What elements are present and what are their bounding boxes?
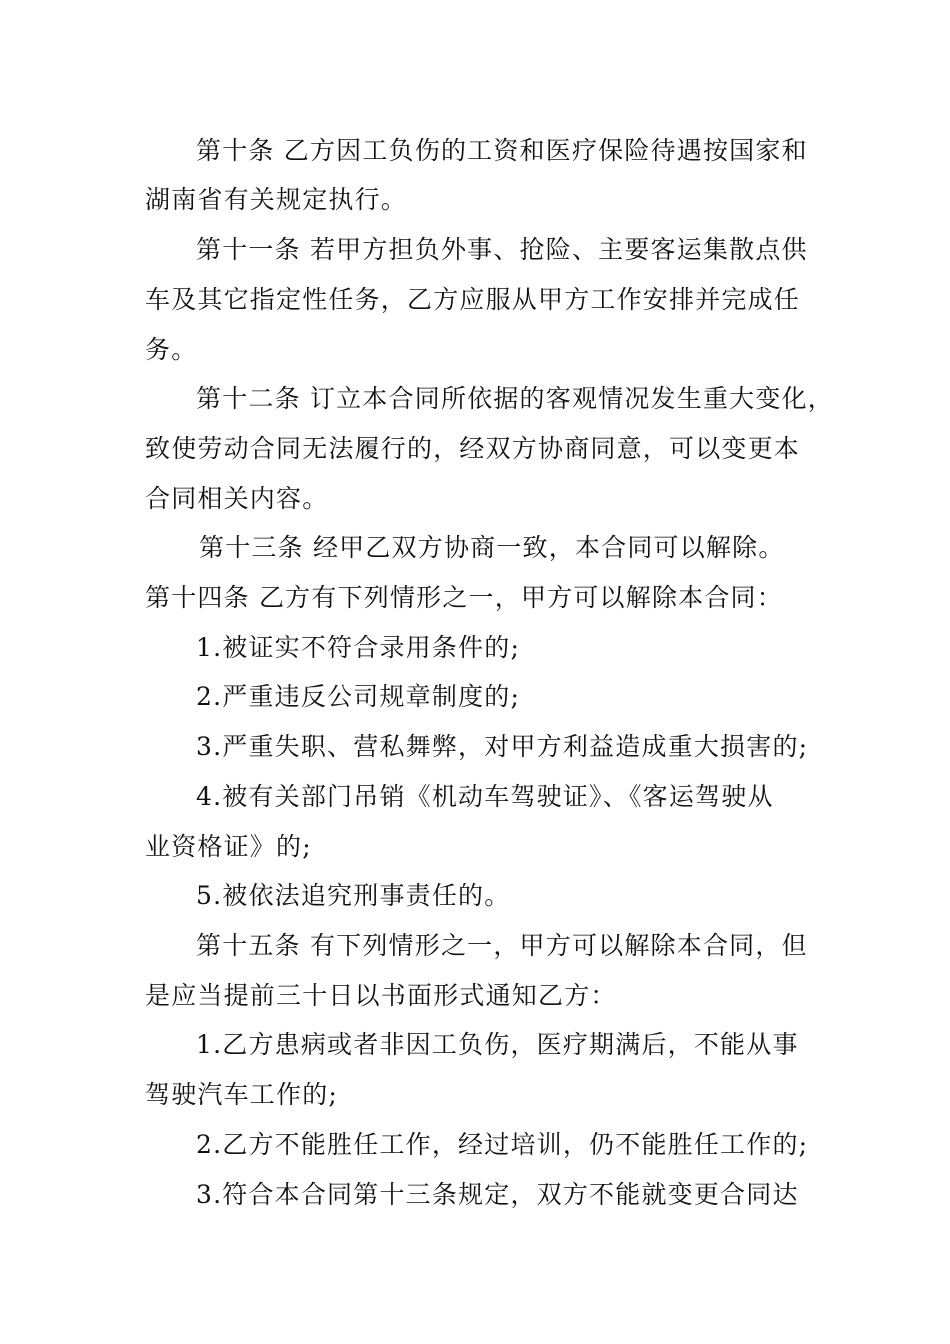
article-15-line-2: 是应当提前三十日以书面形式通知乙方： — [145, 981, 617, 1010]
article-15-item-3-line-1: 3.符合本合同第十三条规定，双方不能就变更合同达 — [196, 1180, 799, 1209]
article-11-line-1: 第十一条 若甲方担负外事、抢险、主要客运集散点供 — [196, 235, 808, 264]
article-15-line-1: 第十五条 有下列情形之一，甲方可以解除本合同，但 — [196, 931, 808, 960]
article-13-line: 第十三条 经甲乙双方协商一致，本合同可以解除。 — [199, 533, 785, 562]
article-14-item-5: 5.被依法追究刑事责任的。 — [196, 881, 511, 910]
article-14-item-4-line-2: 业资格证》的; — [145, 832, 312, 861]
article-12-line-3: 合同相关内容。 — [145, 484, 329, 513]
article-12-line-2: 致使劳动合同无法履行的，经双方协商同意，可以变更本 — [145, 434, 801, 463]
article-15-item-1-line-1: 1.乙方患病或者非因工负伤，医疗期满后，不能从事 — [196, 1030, 799, 1059]
article-11-line-3: 务。 — [145, 335, 198, 364]
article-14-heading: 第十四条 乙方有下列情形之一，甲方可以解除本合同： — [145, 583, 783, 612]
article-11-line-2: 车及其它指定性任务，乙方应服从甲方工作安排并完成任 — [145, 285, 801, 314]
article-12-line-1: 第十二条 订立本合同所依据的客观情况发生重大变化， — [196, 384, 834, 413]
article-15-item-1-line-2: 驾驶汽车工作的; — [145, 1080, 339, 1109]
article-10-line-1: 第十条 乙方因工负伤的工资和医疗保险待遇按国家和 — [196, 136, 808, 165]
article-14-item-3: 3.严重失职、营私舞弊，对甲方利益造成重大损害的; — [196, 732, 809, 761]
article-14-item-2: 2.严重违反公司规章制度的; — [196, 682, 521, 711]
article-14-item-4-line-1: 4.被有关部门吊销《机动车驾驶证》、《客运驾驶从 — [196, 782, 774, 811]
article-10-line-2: 湖南省有关规定执行。 — [145, 185, 408, 214]
article-15-item-2: 2.乙方不能胜任工作，经过培训，仍不能胜任工作的; — [196, 1130, 809, 1159]
article-14-item-1: 1.被证实不符合录用条件的; — [196, 633, 521, 662]
